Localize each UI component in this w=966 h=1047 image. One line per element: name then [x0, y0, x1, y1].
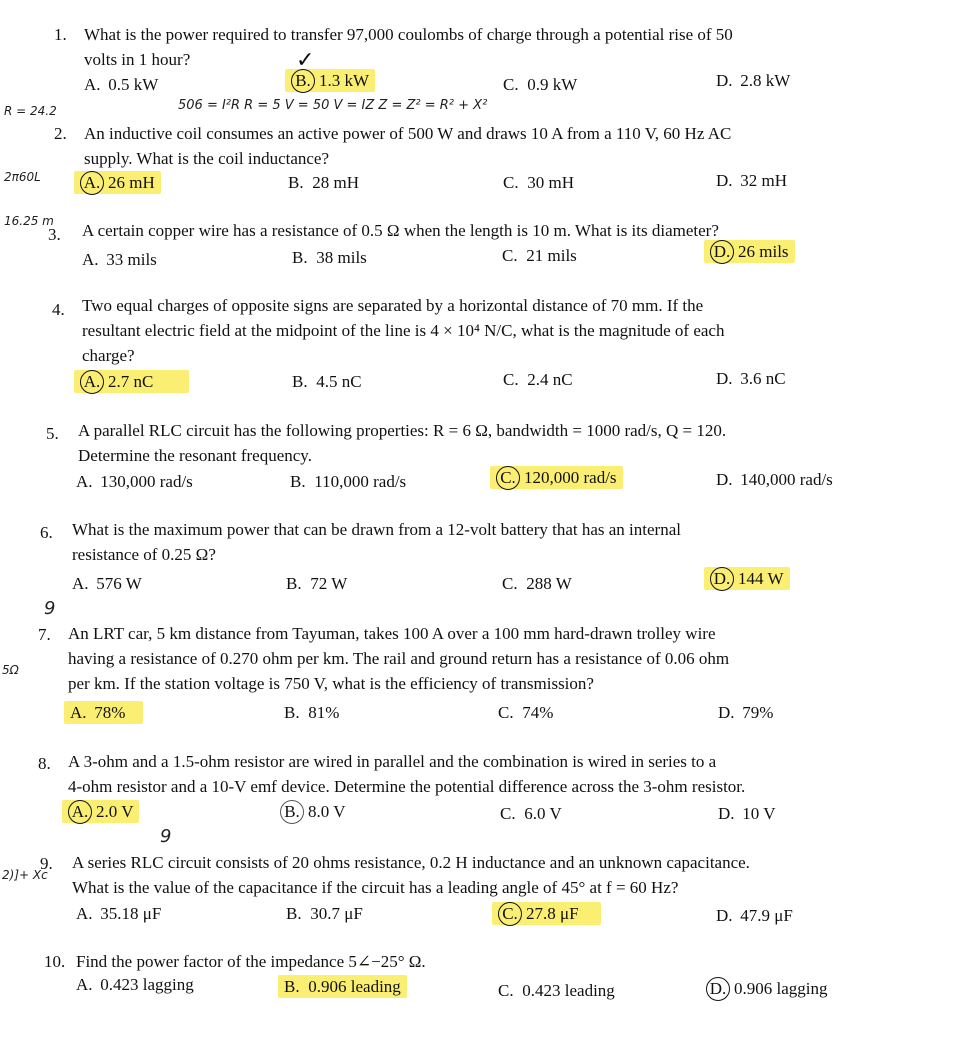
option-b[interactable]: B. 81% — [284, 703, 340, 722]
margin-note-5: 5Ω — [2, 663, 19, 677]
option-b[interactable]: B. 30.7 μF — [286, 904, 363, 923]
margin-note-7: 2)]+ Xc — [2, 868, 48, 882]
question-text: Find the power factor of the impedance 5∠−25° Ω. — [76, 952, 426, 971]
question-number: 7. — [38, 625, 51, 644]
question-number: 4. — [52, 300, 65, 319]
question-number: 1. — [54, 25, 67, 44]
question-text: A certain copper wire has a resistance of 0.5 Ω when the length is 10 m. What is its diameter? — [82, 221, 719, 240]
option-d[interactable]: D. 2.8 kW — [716, 71, 791, 90]
question-number: 6. — [40, 523, 53, 542]
question-text: Two equal charges of opposite signs are separated by a horizontal distance of 70 mm. If the resultant electric field at the midpoint of the line is 4 × 10⁴ N/C, what is the magnitude of each charge? — [82, 296, 725, 365]
option-a[interactable]: A. 35.18 μF — [76, 904, 162, 923]
option-c[interactable]: C. 6.0 V — [500, 804, 562, 823]
question-text: An inductive coil consumes an active power of 500 W and draws 10 A from a 110 V, 60 Hz AC supply. What is the coil inductance? — [84, 124, 732, 168]
option-d-selected[interactable]: D. 144 W — [704, 566, 790, 591]
option-c[interactable]: C. 21 mils — [502, 246, 577, 265]
margin-note-6: 9 — [160, 826, 172, 847]
margin-note-1: R = 24.2 — [4, 104, 57, 118]
option-a[interactable]: A. 0.423 lagging — [76, 975, 194, 994]
option-a[interactable]: A. 576 W — [72, 574, 142, 593]
option-d[interactable]: D. 10 V — [718, 804, 776, 823]
option-a-selected[interactable]: A. 2.7 nC — [74, 369, 189, 394]
question-text: An LRT car, 5 km distance from Tayuman, takes 100 A over a 100 mm hard-drawn trolley wire having a resistance of 0.270 ohm per km. The rail and ground return has a resistance of 0.06 ohm per km. If the station voltage is 750 V, what is the efficiency of transmission? — [68, 624, 730, 693]
option-a-selected[interactable]: A. 78% — [64, 700, 143, 725]
option-c[interactable]: C. 2.4 nC — [503, 370, 573, 389]
option-c[interactable]: C. 74% — [498, 703, 554, 722]
checkmark-icon: ✓ — [296, 48, 315, 73]
option-b[interactable]: B. 8.0 V — [280, 799, 345, 824]
option-a-selected[interactable]: A. 26 mH — [74, 170, 161, 195]
option-b[interactable]: B. 28 mH — [288, 173, 359, 192]
option-b[interactable]: B. 38 mils — [292, 248, 367, 267]
option-c-selected[interactable]: C. 27.8 μF — [492, 901, 601, 926]
option-b-selected[interactable]: B. 1.3 kW — [285, 68, 375, 93]
option-d[interactable]: D. 0.906 lagging — [706, 976, 828, 1001]
margin-note-3: 16.25 m — [4, 214, 54, 228]
margin-note-4: 9 — [44, 598, 56, 619]
option-d[interactable]: D. 140,000 rad/s — [716, 470, 833, 489]
question-text: A series RLC circuit consists of 20 ohms resistance, 0.2 H inductance and an unknown capacitance. What is the value of the capacitance if the circuit has a leading angle of 45° at f = 60 Hz? — [72, 853, 750, 897]
question-number: 3. — [48, 225, 61, 244]
option-b[interactable]: B. 4.5 nC — [292, 372, 362, 391]
option-c-selected[interactable]: C. 120,000 rad/s — [490, 465, 623, 490]
option-c[interactable]: C. 30 mH — [503, 173, 574, 192]
option-b[interactable]: B. 110,000 rad/s — [290, 472, 407, 491]
option-d[interactable]: D. 47.9 μF — [716, 906, 793, 925]
question-text: What is the maximum power that can be drawn from a 12-volt battery that has an internal resistance of 0.25 Ω? — [72, 520, 681, 564]
option-c[interactable]: C. 0.9 kW — [503, 75, 578, 94]
option-b-selected[interactable]: B. 0.906 leading — [278, 974, 407, 999]
question-number: 5. — [46, 424, 59, 443]
margin-note-2: 2π60L — [4, 170, 41, 184]
question-text: What is the power required to transfer 97,000 coulombs of charge through a potential rise of 50 volts in 1 hour? — [84, 25, 733, 69]
option-d[interactable]: D. 79% — [718, 703, 774, 722]
option-d-selected[interactable]: D. 26 mils — [704, 239, 795, 264]
option-c[interactable]: C. 0.423 leading — [498, 981, 615, 1000]
question-text: A 3-ohm and a 1.5-ohm resistor are wired in parallel and the combination is wired in series to a 4-ohm resistor and a 10-V emf device. Determine the potential difference across the 3-ohm resistor. — [68, 752, 746, 796]
option-a-selected[interactable]: A. 2.0 V — [62, 799, 139, 824]
option-a[interactable]: A. 130,000 rad/s — [76, 472, 193, 491]
question-text: A parallel RLC circuit has the following properties: R = 6 Ω, bandwidth = 1000 rad/s, Q = 120. Determine the resonant frequency. — [78, 421, 727, 465]
question-number: 10. — [44, 952, 66, 971]
handwritten-work-q1: 506 = I²R R = 5 V = 50 V = IZ Z = Z² = R² + X² — [178, 98, 488, 113]
option-d[interactable]: D. 3.6 nC — [716, 369, 786, 388]
question-number: 8. — [38, 754, 51, 773]
option-a[interactable]: A. 0.5 kW — [84, 75, 159, 94]
option-a[interactable]: A. 33 mils — [82, 250, 157, 269]
option-c[interactable]: C. 288 W — [502, 574, 572, 593]
option-d[interactable]: D. 32 mH — [716, 171, 787, 190]
question-number: 9. — [40, 854, 53, 873]
option-b[interactable]: B. 72 W — [286, 574, 348, 593]
question-number: 2. — [54, 124, 67, 143]
